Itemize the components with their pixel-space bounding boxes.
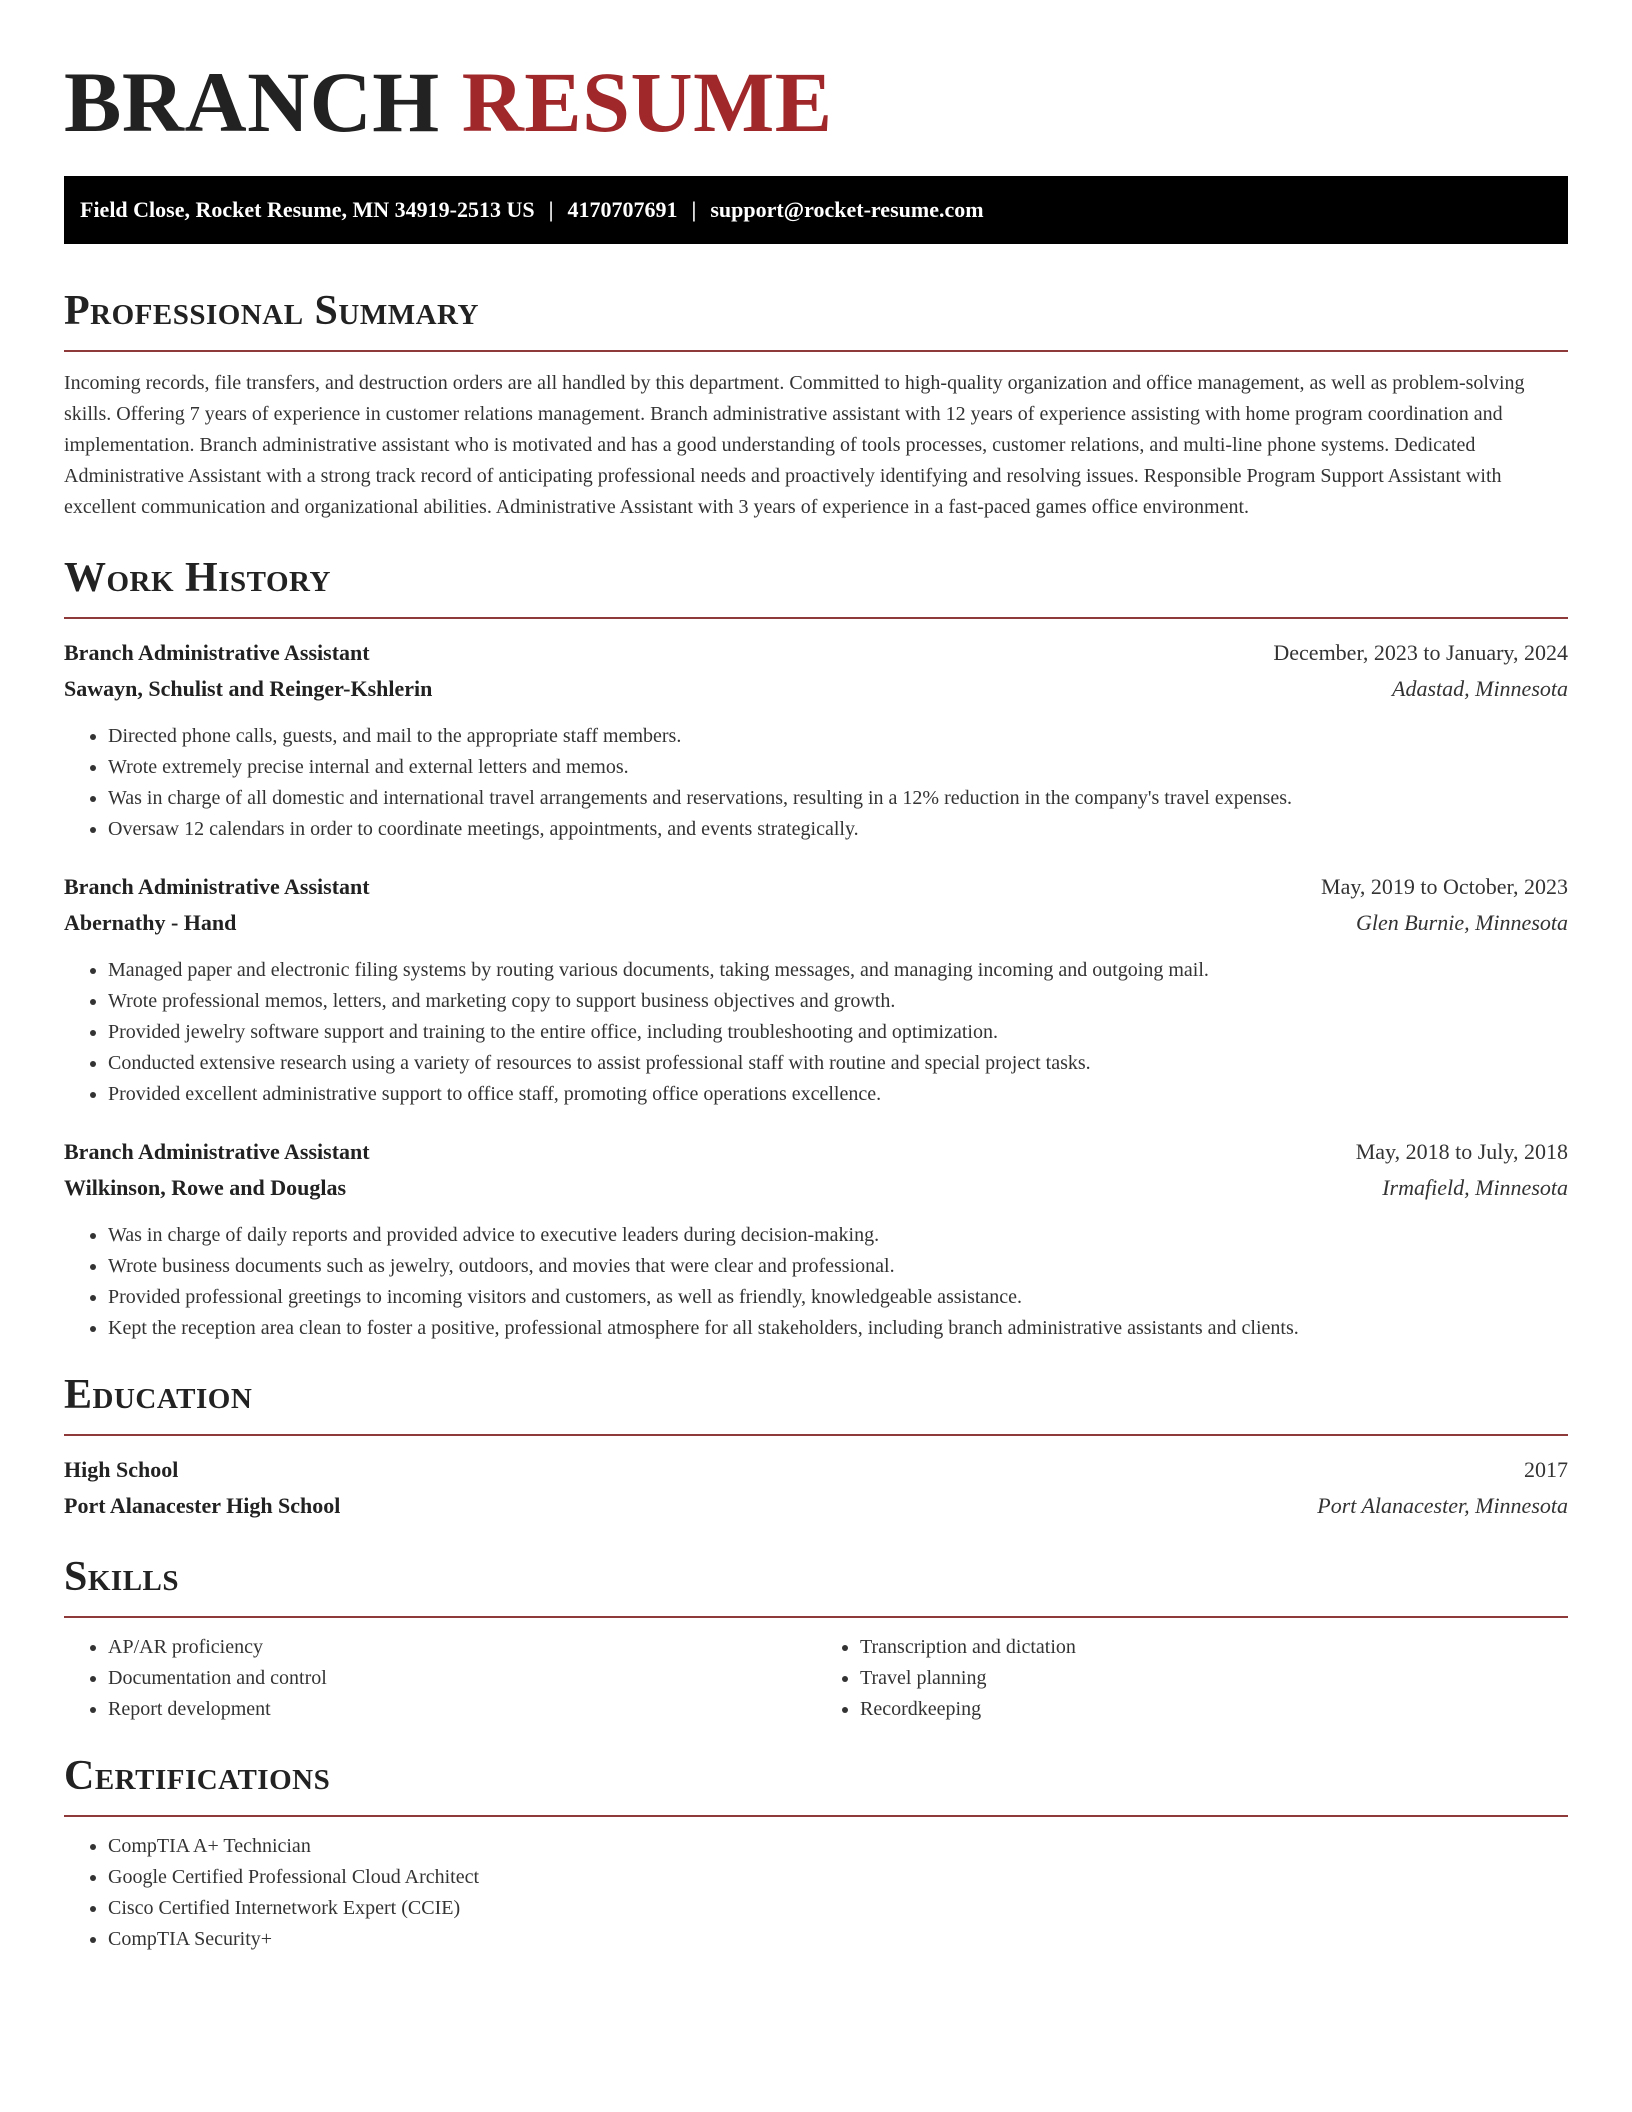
skill-item: • AP/AR proficiency: [108, 1632, 816, 1663]
certification-item: • Cisco Certified Internetwork Expert (CCIE): [108, 1893, 1568, 1924]
certifications-section: [64, 1751, 1568, 1955]
contact-email[interactable]: support@rocket-resume.com: [710, 197, 984, 222]
job-header-row: [64, 635, 1568, 671]
contact-bar: [64, 176, 1568, 244]
job-duty: • Wrote extremely precise internal and external letters and memos.: [108, 752, 1568, 783]
certification-item: • CompTIA Security+: [108, 1924, 1568, 1955]
section-divider: [64, 350, 1568, 352]
certification-item: • Google Certified Professional Cloud Architect: [108, 1862, 1568, 1893]
job-entry: [64, 1134, 1568, 1344]
job-company: Abernathy - Hand: [64, 910, 237, 935]
job-role: Branch Administrative Assistant: [64, 1139, 370, 1164]
job-duty: • Directed phone calls, guests, and mail to the appropriate staff members.: [108, 721, 1568, 752]
job-duties-list: [64, 955, 1568, 1110]
skills-grid: [64, 1632, 1568, 1725]
education-section: [64, 1370, 1568, 1524]
job-entry: [64, 869, 1568, 1110]
job-duty: • Conducted extensive research using a variety of resources to assist professional staff with routine and special project tasks.: [108, 1048, 1568, 1079]
job-dates: December, 2023 to January, 2024: [1273, 640, 1568, 665]
job-company-row: [64, 1170, 1568, 1206]
section-divider: [64, 1616, 1568, 1618]
section-divider: [64, 617, 1568, 619]
job-duty: • Was in charge of daily reports and provided advice to executive leaders during decision-making.: [108, 1220, 1568, 1251]
section-title-education: Education: [64, 1372, 253, 1418]
summary-section: [64, 286, 1568, 523]
contact-separator: |: [691, 197, 697, 222]
job-company: Wilkinson, Rowe and Douglas: [64, 1175, 347, 1200]
education-year: 2017: [1524, 1457, 1568, 1482]
job-duty: • Provided jewelry software support and training to the entire office, including troubleshooting and optimization.: [108, 1017, 1568, 1048]
skill-item: • Travel planning: [860, 1663, 1568, 1694]
contact-separator: |: [548, 197, 554, 222]
skills-list-left: [64, 1632, 816, 1725]
skill-item: • Transcription and dictation: [860, 1632, 1568, 1663]
work-history-section: [64, 553, 1568, 1344]
job-role: Branch Administrative Assistant: [64, 640, 370, 665]
skills-list-right: [816, 1632, 1568, 1725]
job-company: Sawayn, Schulist and Reinger-Kshlerin: [64, 676, 433, 701]
job-duty: • Wrote professional memos, letters, and marketing copy to support business objectives and growth.: [108, 986, 1568, 1017]
section-title-skills: Skills: [64, 1554, 180, 1600]
job-duty: • Provided excellent administrative support to office staff, promoting office operations excellence.: [108, 1079, 1568, 1110]
section-title-work-history: Work History: [64, 555, 331, 601]
resume-name: [64, 0, 1568, 152]
job-role: Branch Administrative Assistant: [64, 874, 370, 899]
job-duty: • Was in charge of all domestic and international travel arrangements and reservations, resulting in a 12% reduction in the company's travel expenses.: [108, 783, 1568, 814]
job-duty: • Oversaw 12 calendars in order to coordinate meetings, appointments, and events strategically.: [108, 814, 1568, 845]
job-duty: • Wrote business documents such as jewelry, outdoors, and movies that were clear and professional.: [108, 1251, 1568, 1282]
job-duty: • Managed paper and electronic filing systems by routing various documents, taking messages, and managing incoming and outgoing mail.: [108, 955, 1568, 986]
job-dates: May, 2019 to October, 2023: [1321, 874, 1568, 899]
education-school-row: [64, 1488, 1568, 1524]
name-first: BRANCH: [64, 54, 440, 150]
certifications-list: [64, 1831, 1568, 1955]
skill-item: • Documentation and control: [108, 1663, 816, 1694]
education-header-row: [64, 1452, 1568, 1488]
job-header-row: [64, 1134, 1568, 1170]
job-location: Glen Burnie, Minnesota: [1355, 910, 1568, 935]
education-entry: [64, 1452, 1568, 1524]
job-dates: May, 2018 to July, 2018: [1355, 1139, 1568, 1164]
section-divider: [64, 1815, 1568, 1817]
name-last: RESUME: [461, 54, 833, 150]
job-duties-list: [64, 1220, 1568, 1344]
job-location: Adastad, Minnesota: [1392, 676, 1568, 701]
skill-item: • Recordkeeping: [860, 1694, 1568, 1725]
education-degree: High School: [64, 1457, 179, 1482]
summary-text: Incoming records, file transfers, and destruction orders are all handled by this department. Committed to high-quality organization and office management, as well as problem-solving skills. Offering 7 years of experience in customer relations management. Branch administrative assistant with 12 years of experience assisting with home program coordination and implementation. Branch administrative assistant who is motivated and has a good understanding of tools processes, customer relations, and multi-line phone systems. Dedicated Administrative Assistant with a strong track record of anticipating professional needs and proactively identifying and resolving issues. Responsible Program Support Assistant with excellent communication and organizational abilities. Administrative Assistant with 3 years of experience in a fast-paced games office environment.: [64, 372, 1525, 518]
education-school: Port Alanacester High School: [64, 1493, 341, 1518]
job-company-row: [64, 671, 1568, 707]
section-title-summary: Professional Summary: [64, 288, 479, 334]
section-divider: [64, 1434, 1568, 1436]
contact-address: Field Close, Rocket Resume, MN 34919-2513 US: [80, 197, 535, 222]
job-duty: • Kept the reception area clean to foster a positive, professional atmosphere for all stakeholders, including branch administrative assistants and clients.: [108, 1313, 1568, 1344]
education-location: Port Alanacester, Minnesota: [1317, 1493, 1568, 1518]
job-entry: [64, 635, 1568, 845]
section-title-certifications: Certifications: [64, 1753, 331, 1799]
contact-phone[interactable]: 4170707691: [567, 197, 678, 222]
job-duty: • Provided professional greetings to incoming visitors and customers, as well as friendly, knowledgeable assistance.: [108, 1282, 1568, 1313]
job-company-row: [64, 905, 1568, 941]
job-header-row: [64, 869, 1568, 905]
certification-item: • CompTIA A+ Technician: [108, 1831, 1568, 1862]
skill-item: • Report development: [108, 1694, 816, 1725]
skills-section: [64, 1552, 1568, 1725]
job-duties-list: [64, 721, 1568, 845]
job-location: Irmafield, Minnesota: [1382, 1175, 1568, 1200]
